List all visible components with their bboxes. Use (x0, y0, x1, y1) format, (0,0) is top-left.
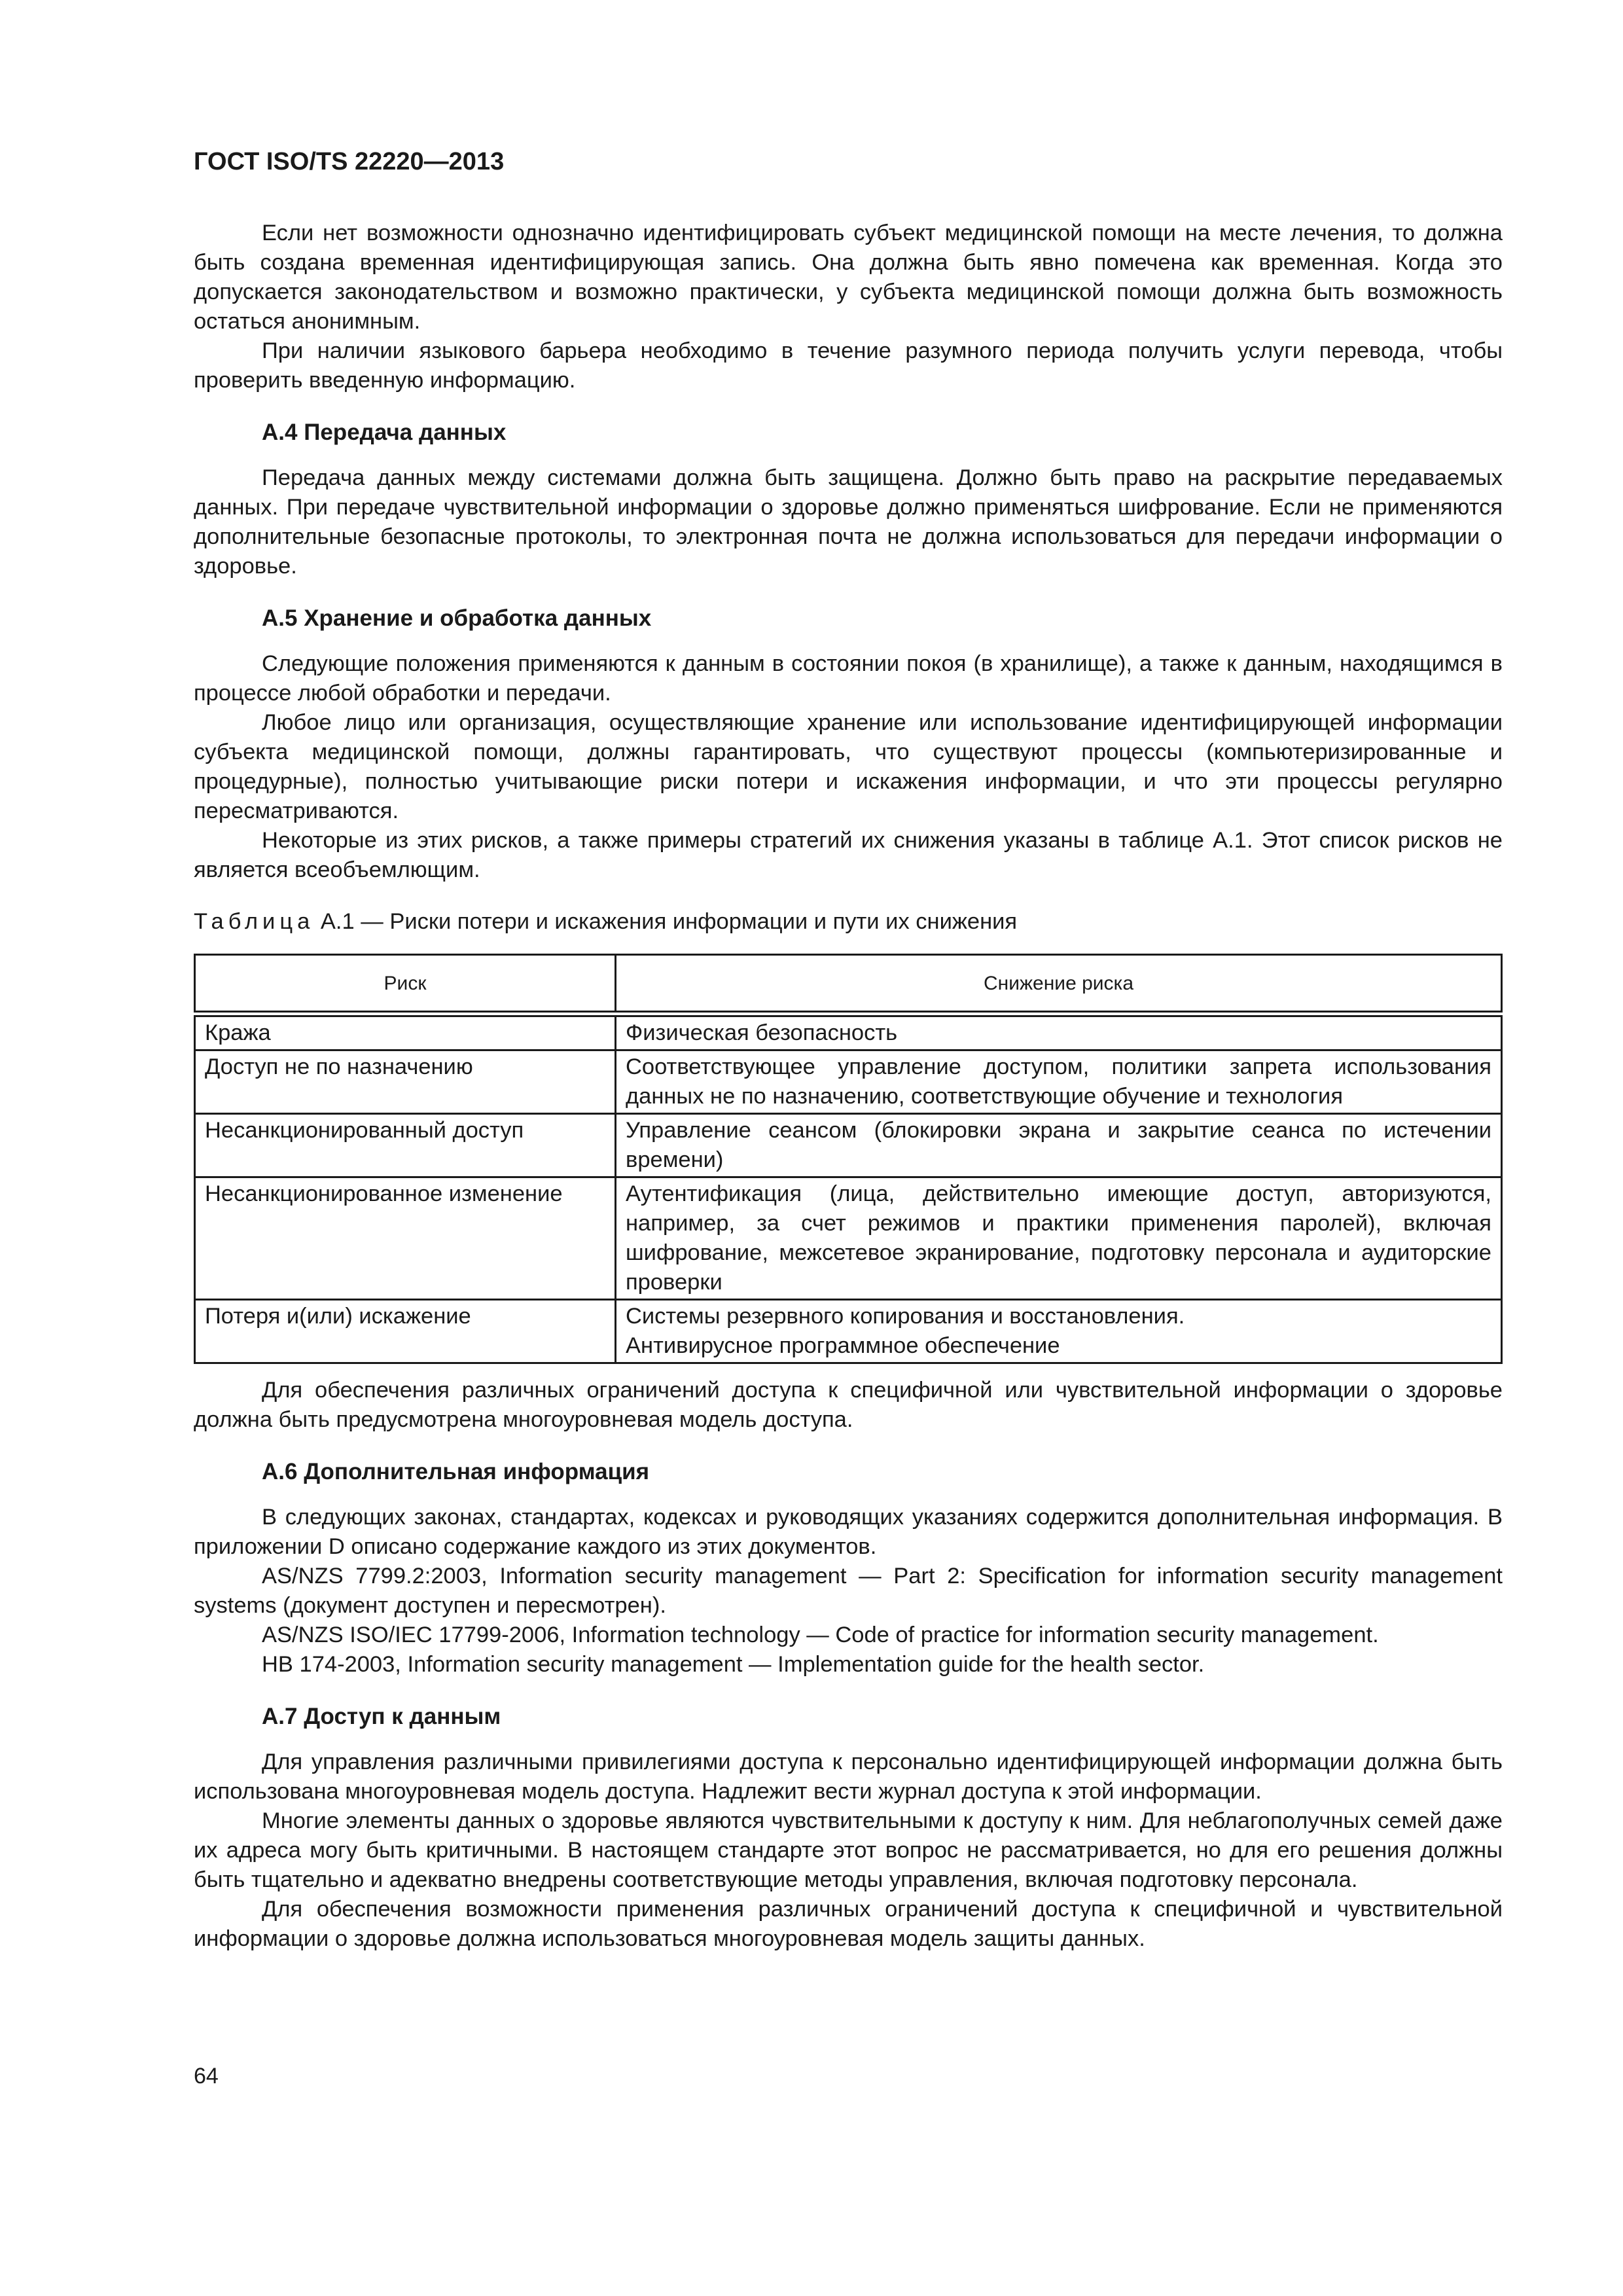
paragraph: Для обеспечения возможности применения различных ограничений доступа к специфичной и чувствительной информации о здоровье должна использоваться многоуровневая модель защиты данных. (194, 1897, 1503, 1951)
paragraph: Передача данных между системами должна быть защищена. Должно быть право на раскрытие передаваемых данных. При передаче чувствительной информации о здоровье должно применяться шифрование. Если не применяются дополнительные безопасные протоколы, то электронная почта не должна использоваться для передачи информации о здоровье. (194, 465, 1503, 579)
paragraph: Некоторые из этих рисков, а также примеры стратегий их снижения указаны в таблице А.1. Этот список рисков не является всеобъемлющим. (194, 828, 1503, 882)
table-row (195, 1300, 1502, 1363)
paragraph: Для обеспечения различных ограничений доступа к специфичной или чувствительной информации о здоровье должна быть предусмотрена многоуровневая модель доступа. (194, 1378, 1503, 1432)
paragraph: Следующие положения применяются к данным в состоянии покоя (в хранилище), а также к данным, находящимся в процессе любой обработки и передачи. (194, 651, 1503, 706)
risk-cell: Несанкционированный доступ (195, 1114, 616, 1177)
reference-item: AS/NZS 7799.2:2003, Information security management — Part 2: Specification for information security management systems (документ доступен и пересмотрен). (194, 1564, 1503, 1618)
table-row (195, 1177, 1502, 1300)
section-heading-a6: А.6 Дополнительная информация (262, 1459, 650, 1484)
document-header: ГОСТ ISO/TS 22220—2013 (194, 148, 505, 175)
document-page (194, 145, 1503, 1954)
mitigation-cell (616, 1300, 1502, 1363)
page-number: 64 (194, 2064, 219, 2089)
table-row (195, 1050, 1502, 1114)
reference-item: HB 174-2003, Information security management — Implementation guide for the health sector. (262, 1652, 1205, 1677)
mitigation-cell: Управление сеансом (блокировки экрана и закрытие сеанса по истечении времени) (616, 1114, 1502, 1177)
paragraph: Любое лицо или организация, осуществляющие хранение или использование идентифицирующей информации субъекта медицинской помощи, должны гарантировать, что существуют процессы (компьютеризированные и процедурные), полностью учитывающие риски потери и искажения информации, и что эти процессы регулярно пересматриваются. (194, 710, 1503, 823)
risk-cell: Несанкционированное изменение (195, 1177, 616, 1300)
paragraph: Многие элементы данных о здоровье являются чувствительными к доступу к ним. Для неблагополучных семей даже их адреса могу быть критичными. В настоящем стандарте этот вопрос не рассматривается, но для его решения должны быть тщательно и адекватно внедрены соответствующие методы управления, включая подготовку персонала. (194, 1808, 1503, 1892)
paragraph: Если нет возможности однозначно идентифицировать субъект медицинской помощи на месте лечения, то должна быть создана временная идентифицирующая запись. Она должна быть явно помечена как временная. Когда это допускается законодательством и возможно практически, у субъекта медицинской помощи должна быть возможность остаться анонимным. (194, 221, 1503, 334)
table-caption-label: Таблица (194, 909, 315, 934)
table-caption (194, 907, 1503, 937)
reference-item: AS/NZS ISO/IEC 17799-2006, Information technology — Code of practice for information security management. (262, 1623, 1379, 1647)
mitigation-cell: Аутентификация (лица, действительно имеющие доступ, авторизуются, например, за счет режимов и практики применения паролей), включая шифрование, межсетевое экранирование, подготовку персонала и аудиторские проверки (616, 1177, 1502, 1300)
table-row (195, 1014, 1502, 1050)
risk-cell: Кража (195, 1014, 616, 1050)
section-heading-a7: А.7 Доступ к данным (262, 1704, 501, 1729)
section-heading-a5: А.5 Хранение и обработка данных (262, 605, 652, 631)
mitigation-line: Системы резервного копирования и восстановления. (626, 1304, 1185, 1329)
paragraph: При наличии языкового барьера необходимо в течение разумного периода получить услуги перевода, чтобы проверить введенную информацию. (194, 338, 1503, 393)
table-caption-text: А.1 — Риски потери и искажения информации и пути их снижения (320, 909, 1018, 934)
mitigation-cell: Соответствующее управление доступом, политики запрета использования данных не по назначению, соответствующие обучение и технология (616, 1050, 1502, 1114)
paragraph: Для управления различными привилегиями доступа к персонально идентифицирующей информации должна быть использована многоуровневая модель доступа. Надлежит вести журнал доступа к этой информации. (194, 1749, 1503, 1804)
table-header-row (195, 955, 1502, 1014)
column-header-risk: Риск (195, 955, 616, 1014)
table-row (195, 1114, 1502, 1177)
risk-cell: Доступ не по назначению (195, 1050, 616, 1114)
section-heading-a4: А.4 Передача данных (262, 420, 507, 445)
mitigation-line: Антивирусное программное обеспечение (626, 1333, 1060, 1358)
column-header-mitigation: Снижение риска (616, 955, 1502, 1014)
mitigation-cell: Физическая безопасность (616, 1014, 1502, 1050)
risk-cell: Потеря и(или) искажение (195, 1300, 616, 1363)
paragraph: В следующих законах, стандартах, кодексах и руководящих указаниях содержится дополнительная информация. В приложении D описано содержание каждого из этих документов. (194, 1505, 1503, 1559)
risk-table (194, 954, 1503, 1364)
